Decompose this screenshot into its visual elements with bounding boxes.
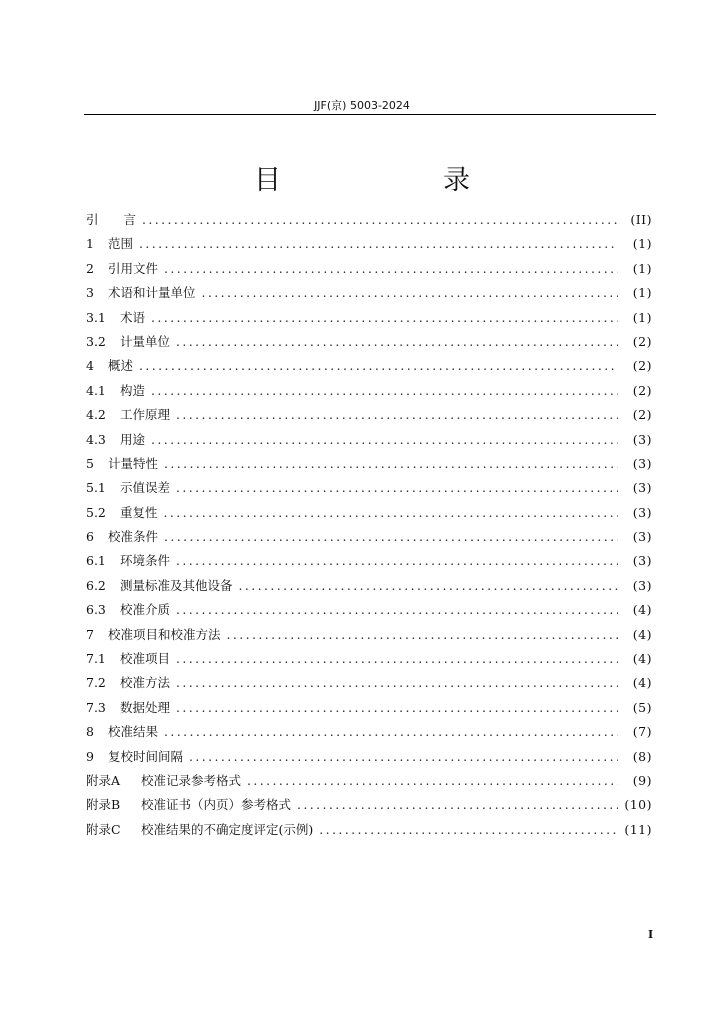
toc-entry-label: 计量特性	[108, 455, 159, 471]
toc-entry[interactable]	[86, 379, 652, 403]
toc-entry[interactable]	[86, 671, 652, 695]
toc-entry[interactable]	[86, 501, 652, 525]
toc-entry-page: (10)	[624, 797, 652, 813]
table-of-contents	[86, 208, 652, 842]
toc-entry-page: (1)	[632, 309, 652, 325]
toc-entry[interactable]	[86, 818, 652, 842]
toc-entry-page: (3)	[632, 577, 652, 593]
toc-entry-number: 3.2	[86, 333, 106, 349]
toc-leader-dots	[202, 281, 618, 305]
toc-leader-dots	[139, 354, 618, 378]
toc-entry-page: (7)	[632, 724, 652, 740]
toc-leader-dots	[239, 574, 618, 598]
toc-entry-number: 1	[86, 236, 94, 252]
toc-entry-number: 5	[86, 455, 94, 471]
toc-entry-page: (4)	[632, 651, 652, 667]
toc-entry-label: 测量标准及其他设备	[120, 577, 233, 593]
toc-entry-label: 校准证书（内页）参考格式	[141, 797, 292, 813]
toc-entry[interactable]	[86, 598, 652, 622]
toc-entry-page: (9)	[632, 772, 652, 788]
toc-entry-page: (2)	[632, 358, 652, 374]
page-number: I	[648, 928, 654, 941]
toc-entry-label: 环境条件	[120, 553, 171, 569]
toc-leader-dots	[176, 696, 618, 720]
header-divider	[84, 114, 656, 115]
toc-entry-page: (1)	[632, 260, 652, 276]
toc-entry[interactable]	[86, 330, 652, 354]
toc-entry[interactable]	[86, 623, 652, 647]
toc-entry[interactable]	[86, 793, 652, 817]
toc-entry-number: 6.3	[86, 602, 106, 618]
toc-entry-page: (1)	[632, 285, 652, 301]
toc-entry-label: 校准结果的不确定度评定(示例)	[141, 821, 314, 837]
toc-entry-number: 4.3	[86, 431, 106, 447]
toc-entry-number: 6.2	[86, 577, 106, 593]
toc-leader-dots	[164, 452, 618, 476]
toc-entry-number: 附录A	[86, 772, 121, 788]
toc-entry-page: (1)	[632, 236, 652, 252]
toc-entry[interactable]	[86, 281, 652, 305]
toc-entry-label: 用途	[120, 431, 146, 447]
toc-leader-dots	[164, 525, 618, 549]
toc-entry-page: (3)	[632, 455, 652, 471]
toc-entry-number: 附录C	[86, 821, 121, 837]
toc-entry-number: 3.1	[86, 309, 106, 325]
toc-leader-dots	[164, 720, 618, 744]
toc-entry-number: 7.3	[86, 699, 106, 715]
toc-entry-page: (4)	[632, 602, 652, 618]
toc-entry[interactable]	[86, 549, 652, 573]
toc-entry-label: 数据处理	[120, 699, 171, 715]
toc-leader-dots	[164, 257, 618, 281]
toc-entry-number: 附录B	[86, 797, 121, 813]
toc-entry-page: (II)	[630, 212, 652, 227]
toc-leader-dots	[151, 379, 618, 403]
toc-entry-label: 范围	[108, 236, 134, 252]
toc-entry[interactable]	[86, 306, 652, 330]
toc-entry-label: 校准项目和校准方法	[108, 626, 221, 642]
toc-entry-page: (4)	[632, 626, 652, 642]
toc-entry-label: 示值误差	[120, 480, 171, 496]
toc-entry[interactable]	[86, 574, 652, 598]
toc-leader-dots	[176, 330, 618, 354]
toc-leader-dots	[176, 549, 618, 573]
toc-leader-dots	[176, 598, 618, 622]
toc-entry[interactable]	[86, 696, 652, 720]
toc-leader-dots	[142, 208, 618, 232]
toc-entry-page: (5)	[632, 699, 652, 715]
toc-entry-number: 6.1	[86, 553, 106, 569]
toc-entry[interactable]	[86, 476, 652, 500]
toc-leader-dots	[297, 793, 618, 817]
toc-entry-page: (3)	[632, 504, 652, 520]
toc-entry-page: (8)	[632, 748, 652, 764]
toc-entry-number: 7.1	[86, 651, 106, 667]
toc-leader-dots	[176, 403, 618, 427]
toc-entry[interactable]	[86, 403, 652, 427]
toc-entry-number: 9	[86, 748, 94, 764]
toc-entry-label: 术语和计量单位	[108, 285, 196, 301]
toc-entry-page: (11)	[624, 821, 652, 837]
toc-entry[interactable]	[86, 720, 652, 744]
toc-entry-page: (3)	[632, 529, 652, 545]
toc-entry-number: 7.2	[86, 675, 106, 691]
toc-entry[interactable]	[86, 452, 652, 476]
toc-entry-number: 3	[86, 285, 94, 301]
toc-entry-page: (2)	[632, 333, 652, 349]
toc-entry-label: 重复性	[120, 504, 158, 520]
toc-leader-dots	[164, 501, 618, 525]
toc-entry-label: 计量单位	[120, 333, 171, 349]
toc-entry-label: 术语	[120, 309, 146, 325]
toc-entry-number: 2	[86, 260, 94, 276]
toc-leader-dots	[176, 671, 618, 695]
toc-entry-number: 4	[86, 358, 94, 374]
toc-entry-label: 概述	[108, 358, 134, 374]
toc-leader-dots	[139, 232, 618, 256]
toc-entry-label: 复校时间间隔	[108, 748, 184, 764]
toc-entry-number: 5.1	[86, 480, 106, 496]
toc-entry[interactable]	[86, 208, 652, 232]
toc-entry-label: 校准条件	[108, 529, 159, 545]
toc-entry[interactable]	[86, 745, 652, 769]
toc-entry-number: 8	[86, 724, 94, 740]
toc-entry[interactable]	[86, 525, 652, 549]
toc-leader-dots	[319, 818, 618, 842]
document-code: JJF(京) 5003-2024	[314, 99, 410, 112]
toc-entry-page: (2)	[632, 407, 652, 423]
toc-entry-page: (3)	[632, 431, 652, 447]
toc-entry-number: 6	[86, 529, 94, 545]
toc-entry-page: (4)	[632, 675, 652, 691]
toc-entry-label: 引用文件	[108, 260, 159, 276]
toc-leader-dots	[151, 306, 618, 330]
toc-leader-dots	[227, 623, 618, 647]
toc-entry-label: 校准介质	[120, 602, 171, 618]
toc-entry-label: 工作原理	[120, 407, 171, 423]
toc-entry-label: 校准方法	[120, 675, 171, 691]
toc-leader-dots	[151, 428, 618, 452]
toc-entry[interactable]	[86, 257, 652, 281]
toc-entry-number: 5.2	[86, 504, 106, 520]
toc-entry-label: 校准结果	[108, 724, 159, 740]
toc-entry-page: (3)	[632, 480, 652, 496]
toc-leader-dots	[189, 745, 618, 769]
toc-entry-page: (3)	[632, 553, 652, 569]
toc-entry-label: 校准记录参考格式	[141, 772, 242, 788]
toc-entry[interactable]	[86, 232, 652, 256]
toc-entry[interactable]	[86, 647, 652, 671]
toc-entry[interactable]	[86, 428, 652, 452]
toc-entry[interactable]	[86, 769, 652, 793]
toc-entry-page: (2)	[632, 382, 652, 398]
toc-entry-label: 构造	[120, 382, 146, 398]
toc-entry-label: 校准项目	[120, 651, 171, 667]
toc-leader-dots	[247, 769, 618, 793]
toc-entry[interactable]	[86, 354, 652, 378]
toc-entry-number: 4.1	[86, 382, 106, 398]
toc-leader-dots	[176, 647, 618, 671]
toc-leader-dots	[176, 476, 618, 500]
toc-entry-number: 4.2	[86, 407, 106, 423]
toc-entry-label: 引 言	[86, 212, 137, 227]
toc-entry-number: 7	[86, 626, 94, 642]
page-title: 目 录	[254, 165, 506, 196]
